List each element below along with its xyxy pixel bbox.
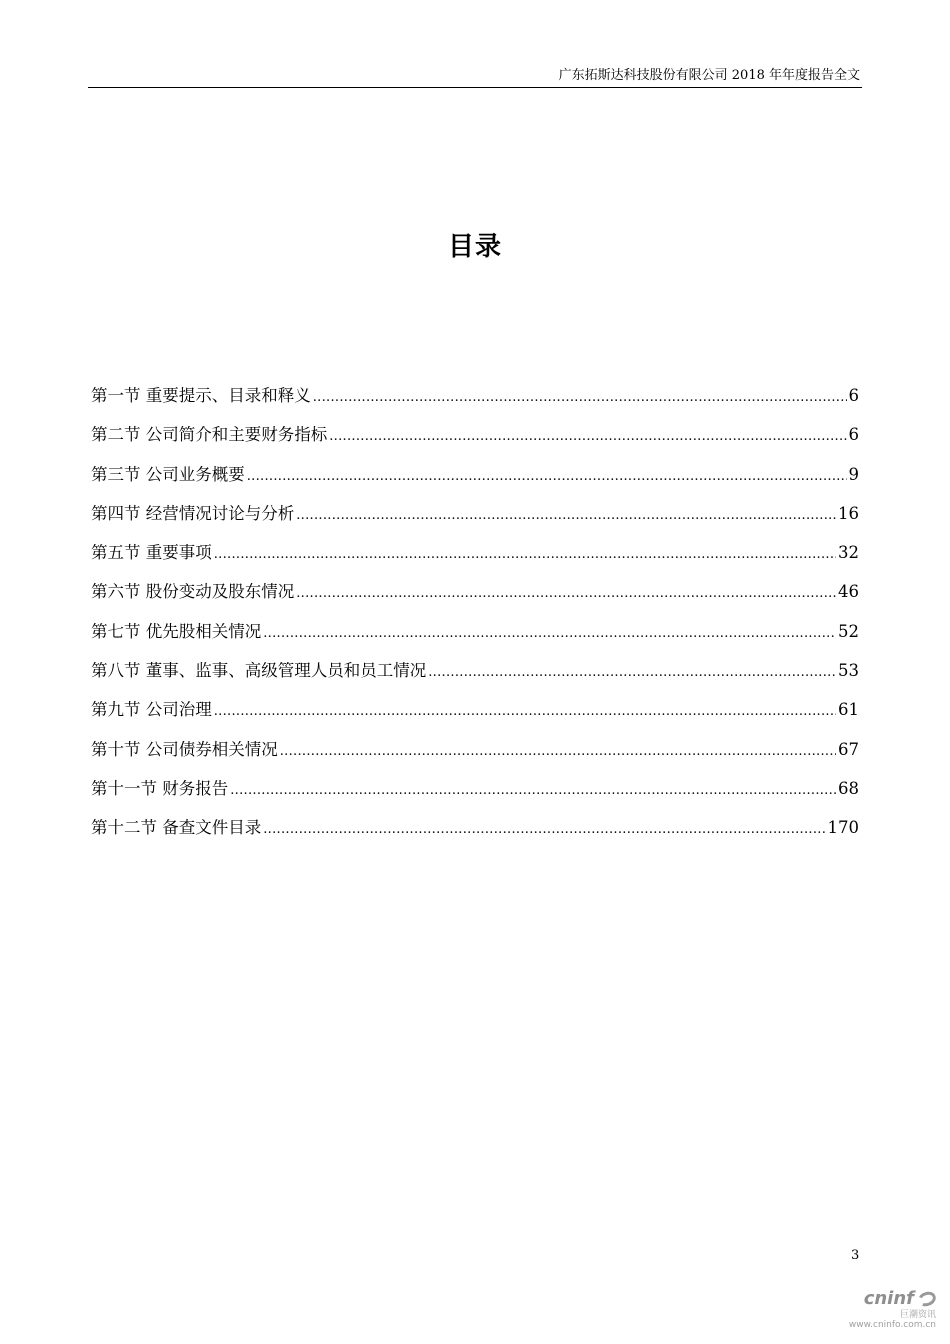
toc-dot-leader <box>230 783 836 798</box>
toc-entry-label: 第五节 重要事项 <box>91 543 212 563</box>
toc-dot-leader <box>214 704 836 719</box>
toc-entry-page: 67 <box>838 739 859 759</box>
toc-entry-page: 16 <box>838 503 859 523</box>
toc-entry[interactable] <box>91 539 859 578</box>
toc-entry-label: 第六节 股份变动及股东情况 <box>91 582 295 602</box>
toc-entry-label: 第十节 公司债券相关情况 <box>91 739 278 759</box>
toc-entry[interactable] <box>91 696 859 735</box>
toc-dot-leader <box>313 390 847 405</box>
toc-dot-leader <box>280 744 836 759</box>
toc-entry-page: 46 <box>838 582 859 602</box>
toc-entry-page: 6 <box>848 386 859 405</box>
toc-entry[interactable] <box>91 578 859 617</box>
toc-entry[interactable] <box>91 814 859 853</box>
watermark-brand-row <box>849 1288 936 1309</box>
toc-entry[interactable] <box>91 775 859 814</box>
watermark-tagline: 巨潮资讯 <box>899 1310 936 1320</box>
toc-entry-page: 32 <box>838 543 859 563</box>
toc-dot-leader <box>247 469 847 484</box>
toc-entry-label: 第三节 公司业务概要 <box>91 464 245 484</box>
toc-entry[interactable] <box>91 618 859 657</box>
cninfo-watermark <box>849 1288 936 1330</box>
toc-entry[interactable] <box>91 736 859 775</box>
toc-entry-label: 第七节 优先股相关情况 <box>91 621 262 641</box>
toc-entry-page: 170 <box>827 818 859 838</box>
toc-entry-label: 第八节 董事、监事、高级管理人员和员工情况 <box>91 661 427 681</box>
toc-entry-label: 第二节 公司简介和主要财务指标 <box>91 425 328 445</box>
toc-entry-page: 6 <box>848 425 859 445</box>
toc-entry-label: 第一节 重要提示、目录和释义 <box>91 386 311 405</box>
header-rule <box>88 87 862 88</box>
toc-entry-page: 53 <box>838 661 859 681</box>
toc-dot-leader <box>296 508 836 523</box>
toc-entry[interactable] <box>91 461 859 500</box>
toc-title: 目录 <box>447 232 502 262</box>
running-header: 广东拓斯达科技股份有限公司 2018 年年度报告全文 <box>558 68 860 83</box>
toc-dot-leader <box>263 822 825 837</box>
toc-entry-label: 第九节 公司治理 <box>91 700 212 720</box>
toc-entry-page: 61 <box>838 700 859 720</box>
toc-entry[interactable] <box>91 421 859 460</box>
toc-entry-label: 第四节 经营情况讨论与分析 <box>91 503 295 523</box>
toc-dot-leader <box>296 586 836 601</box>
watermark-url: www.cninfo.com.cn <box>848 1320 936 1330</box>
watermark-brand: cninf <box>863 1288 914 1309</box>
toc-entry-label: 第十二节 备查文件目录 <box>91 818 262 838</box>
toc-dot-leader <box>428 665 836 680</box>
toc-entry-page: 68 <box>838 778 859 798</box>
cninfo-logo-icon <box>916 1289 938 1308</box>
toc-dot-leader <box>263 626 836 641</box>
toc-list <box>91 382 859 854</box>
toc-entry[interactable] <box>91 657 859 696</box>
toc-dot-leader <box>329 429 846 444</box>
page-number: 3 <box>851 1248 860 1263</box>
toc-dot-leader <box>214 547 836 562</box>
toc-entry-page: 52 <box>838 621 859 641</box>
toc-entry-label: 第十一节 财务报告 <box>91 778 229 798</box>
toc-entry-page: 9 <box>848 464 859 484</box>
toc-entry[interactable] <box>91 382 859 421</box>
toc-entry[interactable] <box>91 500 859 539</box>
